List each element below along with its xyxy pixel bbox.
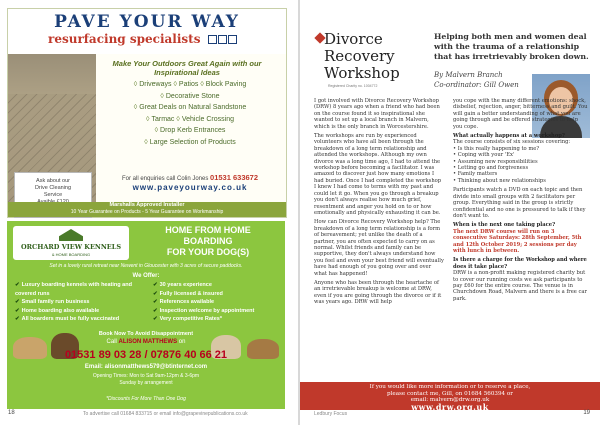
contact-email[interactable]: email: malvern@drw.org.uk	[410, 397, 490, 403]
marshalls-footer	[8, 202, 286, 217]
charity-number: Registered Charity no. 1004772	[328, 84, 378, 88]
kennels-name: ORCHARD VIEW KENNELS	[20, 243, 122, 251]
check-icon: ✔	[15, 299, 20, 305]
house-icon	[59, 229, 83, 241]
service-line: ◊ Large Selection of Products	[144, 138, 236, 146]
kennels-email[interactable]: Email: alisonmatthews579@btinternet.com	[84, 364, 208, 370]
paragraph: you cope with the many different emotions: shock, disbelief, rejection, anger, bitterness and guilt. You will gain a better understanding of what you are going through and be offered strategies to help you cope.	[453, 98, 588, 130]
square-icon	[228, 35, 237, 44]
list-item: ✔ Small family run business	[15, 299, 90, 305]
list-item: ✔ Fully licensed & insured	[153, 290, 223, 297]
paragraph: What actually happens at a workshop? The course consists of six sessions covering: • Is this really happening to me? • Coping with your 'Ex' • Assuming new responsibilities • Letting go and forgiveness • Family matters • Thinking about new relationships	[453, 133, 571, 184]
check-icon: ✔	[15, 282, 20, 288]
square-icon	[218, 35, 227, 44]
list-item: ✔ 30 years experience	[153, 282, 212, 288]
service-line: ◊ Driveways ◊ Patios ◊ Block Paving	[133, 81, 247, 88]
website-link[interactable]: www.paveyourway.co.uk	[132, 183, 248, 192]
paragraph: How can Divorce Recovery Workshop help? The breakdown of a long term relationship is a form of bereavement; yet unlike the death of a partner, you are often expected to carry on as normal. Whilst friends and family can be supportive, they don't always understand how you feel and even your best friend will eventually have had enough of you going over and over what has happened!	[314, 219, 444, 277]
ask-line: Drive Cleaning	[34, 185, 72, 191]
page-number: 18	[8, 410, 15, 416]
contact-text: If you would like more information or to reserve a place, please contact me, Gill, on 01684 560394 or email: malvern@drw.org.uk	[369, 384, 531, 403]
pave-your-way-advert	[7, 8, 287, 218]
service-line: ◊ Drop Kerb Entrances	[154, 127, 226, 134]
paragraph: I got involved with Divorce Recovery Workshop (DRW) 8 years ago when a friend who had been on the course found it so inspirational she wanted to set up a local branch in Malvern, which is the only branch in Worcestershire.	[314, 98, 440, 130]
brand-subtitle: resurfacing specialists	[48, 32, 201, 46]
service-line: ◊ Tarmac ◊ Vehicle Crossing	[146, 115, 234, 123]
marshalls-title: Marshalls Approved Installer	[109, 202, 185, 208]
kennels-sub: & HOME BOARDING	[51, 252, 91, 257]
kennels-intro: Set in a lovely rural retreat near Newent in Gloucester with 3 acres of secure paddocks.	[49, 263, 243, 269]
kennels-headline: HOME FROM HOME BOARDING FOR YOUR DOG(S)	[165, 225, 251, 257]
kennels-phones: 01531 89 03 28 / 07876 40 66 21	[64, 349, 228, 361]
advertise-line: To advertise call 01684 833715 or email info@grapevinepublications.co.uk	[83, 411, 248, 417]
diamond-icon: ◊	[133, 81, 138, 88]
phone-number: 01531 633672	[210, 173, 258, 182]
driveway-photo	[8, 54, 96, 202]
service-line: ◊ Great Deals on Natural Sandstone	[133, 104, 247, 111]
check-icon: ✔	[153, 282, 158, 288]
list-item: ✔ Very competitive Rates*	[153, 316, 222, 322]
offer-title: We Offer:	[132, 273, 160, 279]
guarantee-text: 10 Year Guarantee on Products - 5 Year Guarantee on Workmanship	[70, 209, 224, 215]
list-item: ✔ Luxury boarding kennels with heating and covered runs	[15, 282, 132, 297]
paragraph: When is the next one taking place? The next DRW course will run on 3 consecutive Saturdays: 28th September, 5th and 12th October 2019; 2 sessions per day with lunch in between.	[453, 222, 582, 254]
drw-website[interactable]: www.drw.org.uk	[411, 402, 489, 412]
article-column-2	[453, 98, 589, 305]
discount-note: *Discounts For More Than One Dog	[106, 396, 186, 402]
book-now-text: Book Now To Avoid Disappointment	[98, 331, 194, 337]
diamond-icon: ◊	[200, 81, 204, 88]
check-icon: ✔	[15, 307, 20, 314]
list-item: ✔ Home boarding also available	[15, 307, 100, 314]
enquiry-line: For all enquiries call Colin Jones 01531 633672	[121, 173, 258, 182]
article-column-1	[314, 98, 444, 309]
article-byline: By Malvern Branch Co-ordinator: Gill Owen	[434, 71, 519, 89]
services-list	[100, 79, 280, 148]
page-number: 19	[583, 410, 590, 416]
paragraph: Is there a charge for the Workshop and where does it take place? DRW is a non-profit making registered charity but to cover our running costs we ask participants to pay £60 for the entire course. The venue is in Churchdown Road, Malvern and there is a free car park.	[453, 257, 588, 302]
drw-logo	[316, 30, 426, 90]
kennels-logo	[13, 226, 129, 260]
logo-word: Divorce	[324, 30, 383, 48]
advert-tagline: Make Your Outdoors Great Again with our Inspirational Ideas	[112, 59, 262, 77]
right-page	[300, 0, 600, 425]
check-icon: ✔	[153, 316, 158, 322]
ask-line: Service	[43, 192, 63, 198]
diamond-icon: ◊	[173, 81, 177, 88]
list-item: ✔ References available	[153, 299, 215, 305]
diamond-icon: ◊	[146, 115, 150, 123]
diamond-icon: ◊	[154, 127, 159, 134]
paragraph: The workshops are run by experienced volunteers who have all been through the breakdown of a long term relationship and attended the workshops. Although my own divorce was a long time ago, I had to attend the workshop before becoming a facilitator. I was amazed to discover just how many emotions I had buried. Once I had completed the workshop I knew I had come to terms with my past and could let it go. When you go through a breakup you don't always realise how much grief, resentment and anger you hold on to or how emotionally and physically exhausting it can be.	[314, 133, 442, 216]
check-icon: ✔	[153, 307, 158, 314]
contact-banner	[300, 382, 600, 410]
opening-times: Opening Times: Mon to Sat 9am-12pm & 3-6pm Sunday by arrangement	[92, 373, 200, 386]
list-item: ✔ All boarders must be fully vaccinated	[15, 316, 120, 322]
logo-word: Recovery	[324, 47, 395, 65]
left-page	[0, 0, 298, 425]
check-icon: ✔	[153, 290, 158, 297]
magazine-name: Ledbury Focus	[314, 411, 348, 417]
diamond-icon: ◊	[160, 92, 164, 100]
paragraph: Anyone who has been through the heartache of an irretrievable breakup is welcome at DRW, even if you are going through the divorce or if it was years ago. DRW will help	[314, 279, 442, 306]
list-item: ✔ Inspection welcome by appointment	[153, 307, 255, 314]
orchard-view-kennels-advert	[7, 221, 285, 409]
check-icon: ✔	[15, 316, 20, 322]
ask-line: Ask about our	[36, 178, 70, 184]
offers-right	[153, 281, 283, 324]
brand-name: PAVE YOUR WAY	[54, 12, 240, 32]
advert-header	[8, 9, 286, 54]
article-headline: Helping both men and women deal with the trauma of a relationship that has irretrievably broken down.	[434, 32, 589, 61]
logo-word: Workshop	[324, 64, 400, 82]
diamond-icon: ◊	[133, 104, 138, 111]
offers-left	[15, 281, 145, 324]
check-icon: ✔	[153, 299, 158, 305]
diamond-icon: ◊	[144, 138, 148, 146]
diamond-icon: ◊	[176, 115, 180, 123]
square-icon	[208, 35, 217, 44]
service-line: ◊ Decorative Stone	[160, 92, 220, 100]
paragraph: Participants watch a DVD on each topic and then divide into small groups with 2 facilitators per group. Everything said in the group is strictly confidential and no one is pressured to talk if they don't want to.	[453, 187, 586, 219]
call-line: Call ALISON MATTHEWS on	[106, 339, 186, 345]
